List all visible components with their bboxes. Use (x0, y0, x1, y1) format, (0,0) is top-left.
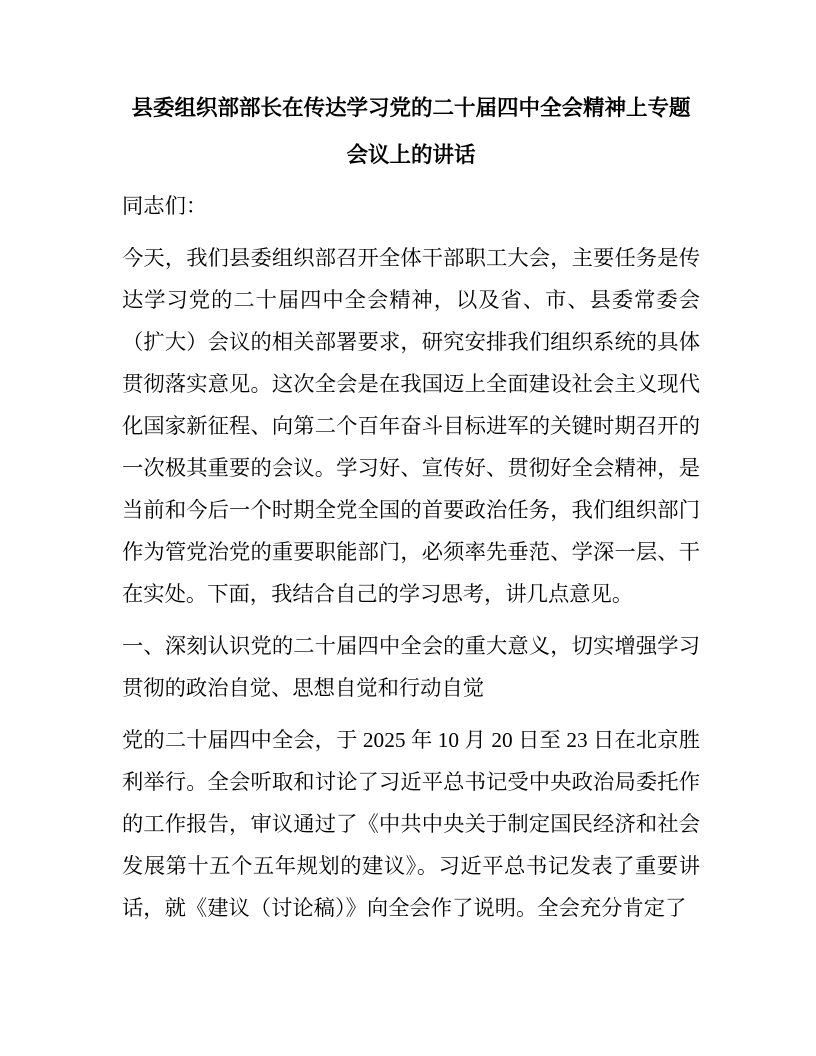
paragraph-plenum-overview: 党的二十届四中全会，于 2025 年 10 月 20 日至 23 日在北京胜利举行。全会听取和讨论了习近平总书记受中央政治局委托作的工作报告，审议通过了《中共中央关于制定国民经济和社会发展第十五个五年规划的建议》。习近平总书记发表了重要讲话，就《建议（讨论稿）》向全会作了说明。全会充分肯定了 (122, 728, 700, 920)
salutation: 同志们： (122, 194, 208, 218)
paragraph-introduction: 今天，我们县委组织部召开全体干部职工大会，主要任务是传达学习党的二十届四中全会精神，以及省、市、县委常委会（扩大）会议的相关部署要求，研究安排我们组织系统的具体贯彻落实意见。这次全会是在我国迈上全面建设社会主义现代化国家新征程、向第二个百年奋斗目标进军的关键时期召开的一次极其重要的会议。学习好、宣传好、贯彻好全会精神，是当前和今后一个时期全党全国的首要政治任务，我们组织部门作为管党治党的重要职能部门，必须率先垂范、学深一层、干在实处。下面，我结合自己的学习思考，讲几点意见。 (122, 246, 700, 606)
document-title-line-2: 会议上的讲话 (346, 143, 476, 167)
document-title (122, 85, 700, 179)
section-heading-1: 一、深刻认识党的二十届四中全会的重大意义，切实增强学习贯彻的政治自觉、思想自觉和行动自觉 (122, 634, 700, 700)
document-title-line-1: 县委组织部部长在传达学习党的二十届四中全会精神上专题 (131, 96, 691, 120)
